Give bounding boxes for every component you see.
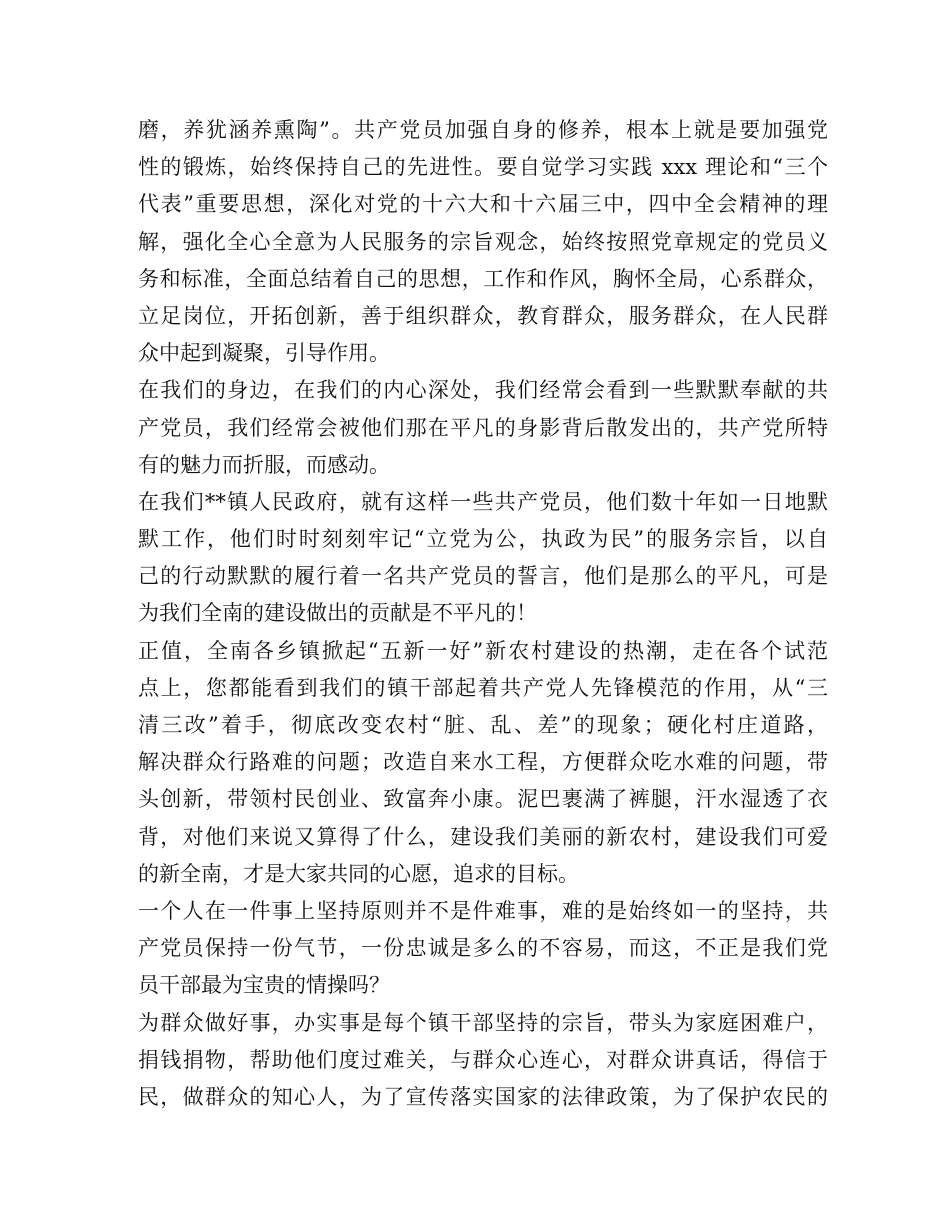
text-line: 己的行动默默的履行着一名共产党员的誓言，他们是那么的平凡，可是: [138, 564, 828, 589]
text-line-paragraph-end: 员干部最为宝贵的情操吗？: [138, 973, 390, 998]
text-line: 磨，养犹涵养熏陶”。共产党员加强自身的修养，根本上就是要加强党: [138, 118, 828, 142]
text-line-paragraph-end: 的新全南，才是大家共同的心愿，追求的目标。: [138, 861, 579, 886]
text-line: 清三改”着手，彻底改变农村“脏、乱、差”的现象；硬化村庄道路，: [138, 713, 828, 737]
text-line: 正值，全南各乡镇掀起“五新一好”新农村建设的热潮，走在各个试范: [138, 638, 828, 663]
text-line: 务和标准，全面总结着自己的思想，工作和作风，胸怀全局，心系群众，: [138, 266, 828, 291]
text-line: 代表”重要思想，深化对党的十六大和十六届三中，四中全会精神的理: [138, 192, 828, 217]
text-line: 解，强化全心全意为人民服务的宗旨观念，始终按照党章规定的党员义: [138, 229, 828, 254]
text-line: 点上，您都能看到我们的镇干部起着共产党人先锋模范的作用，从“三: [138, 675, 828, 700]
text-line-paragraph-end: 有的魅力而折服，而感动。: [138, 452, 390, 477]
text-line: 解决群众行路难的问题；改造自来水工程，方便群众吃水难的问题，带: [138, 750, 828, 775]
text-line: 默工作，他们时时刻刻牢记“立党为公，执政为民”的服务宗旨，以自: [138, 527, 828, 552]
text-line: 为群众做好事，办实事是每个镇干部坚持的宗旨，带头为家庭困难户，: [138, 1010, 828, 1035]
text-line: 一个人在一件事上坚持原则并不是件难事，难的是始终如一的坚持，共: [138, 898, 828, 923]
text-line: 产党员保持一份气节，一份忠诚是多么的不容易，而这，不正是我们党: [138, 936, 828, 961]
document-body: [138, 112, 828, 1116]
text-line: 性的锻炼，始终保持自己的先进性。要自觉学习实践 xxx 理论和“三个: [138, 155, 828, 180]
text-line: 头创新，带领村民创业、致富奔小康。泥巴裹满了裤腿，汗水湿透了衣: [138, 787, 828, 812]
text-line: 产党员，我们经常会被他们那在平凡的身影背后散发出的，共产党所特: [138, 415, 828, 440]
text-line: 在我们**镇人民政府，就有这样一些共产党员，他们数十年如一日地默: [138, 489, 828, 514]
text-line-paragraph-end: 为我们全南的建设做出的贡献是不平凡的！: [138, 601, 537, 626]
text-line: 民，做群众的知心人，为了宣传落实国家的法律政策，为了保护农民的: [138, 1084, 828, 1109]
text-line: 背，对他们来说又算得了什么，建设我们美丽的新农村，建设我们可爱: [138, 824, 828, 849]
text-line: 立足岗位，开拓创新，善于组织群众，教育群众，服务群众，在人民群: [138, 303, 828, 328]
text-line: 捐钱捐物，帮助他们度过难关，与群众心连心，对群众讲真话，得信于: [138, 1047, 828, 1072]
text-line-paragraph-end: 众中起到凝聚，引导作用。: [138, 341, 390, 366]
text-line: 在我们的身边，在我们的内心深处，我们经常会看到一些默默奉献的共: [138, 378, 828, 403]
